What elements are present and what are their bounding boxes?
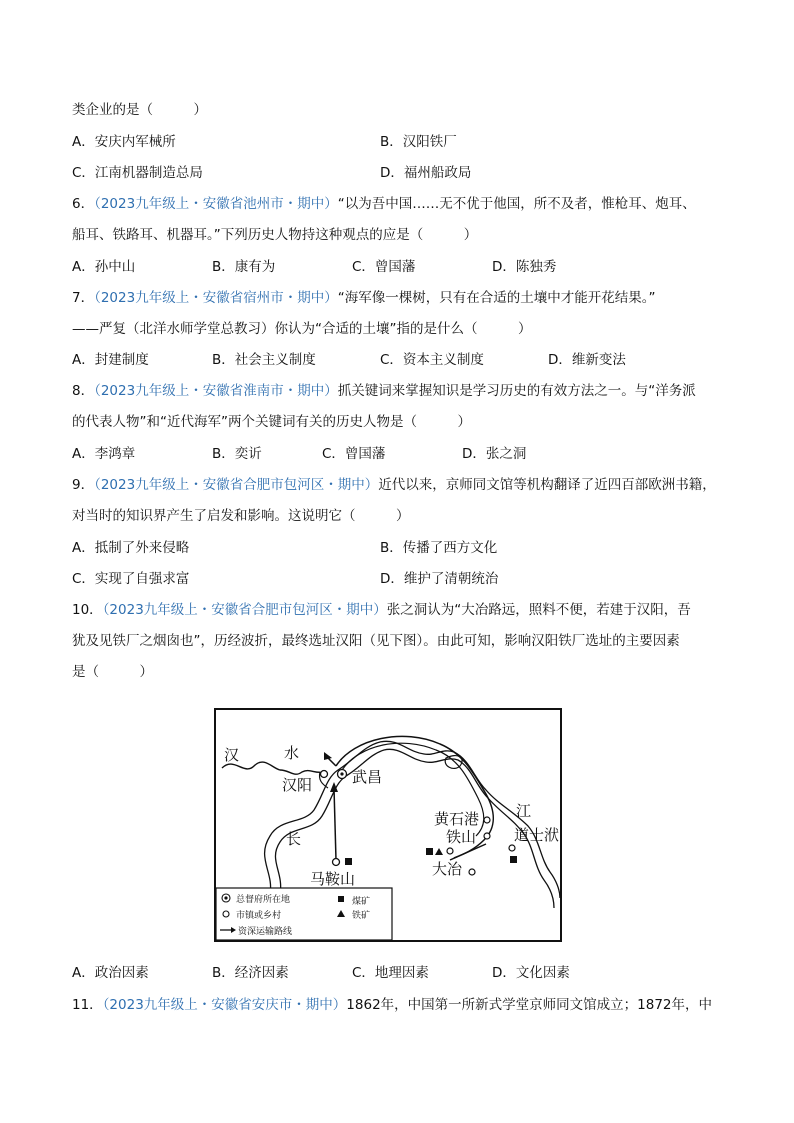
label-chang: 长 xyxy=(286,830,302,848)
q6-source: （2023九年级上・安徽省池州市・期中） xyxy=(94,196,338,212)
q6-option-a[interactable]: A．孙中山 xyxy=(72,259,136,275)
q9-option-a[interactable]: A．抵制了外来侵略 xyxy=(72,540,190,556)
q9-text-1: 近代以来，京师同文馆等机构翻译了近四百部欧洲书籍， xyxy=(378,477,716,493)
q6-option-b[interactable]: B．康有为 xyxy=(212,259,276,275)
daye-coal-mine xyxy=(426,848,433,855)
q10-text-1: 张之洞认为“大冶路远，照料不便，若建于汉阳，吾 xyxy=(386,602,691,618)
q6-stem xyxy=(72,195,696,213)
daoshifu-coal-mine xyxy=(510,856,517,863)
q7-option-c[interactable]: C．资本主义制度 xyxy=(380,352,484,368)
daoshifu-marker xyxy=(509,845,515,851)
label-wuchang: 武昌 xyxy=(352,768,383,786)
maanshan-town-marker xyxy=(333,859,340,866)
daye-town-marker xyxy=(469,869,475,875)
q10-option-a[interactable]: A．政治因素 xyxy=(72,965,149,981)
label-daye: 大冶 xyxy=(432,860,463,878)
label-maanshan: 马鞍山 xyxy=(310,870,356,888)
q9-text-2: 对当时的知识界产生了启发和影响。这说明它（ ） xyxy=(72,508,410,524)
label-tieshan: 铁山 xyxy=(446,828,477,846)
q8-option-d[interactable]: D．张之洞 xyxy=(462,446,527,462)
q6-option-c[interactable]: C．曾国藩 xyxy=(352,259,416,275)
q5-option-b[interactable]: B．汉阳铁厂 xyxy=(380,134,457,150)
q7-source: （2023九年级上・安徽省宿州市・期中） xyxy=(94,290,338,306)
q6-number: 6． xyxy=(72,196,95,212)
q5-option-a[interactable]: A．安庆内军械所 xyxy=(72,134,176,150)
legend-coal-icon xyxy=(338,896,344,902)
q10-text-2: 犹及见铁厂之烟囱也”，历经波折，最终选址汉阳（见下图）。由此可知，影响汉阳铁厂选址的主要因素 xyxy=(72,633,680,649)
q6-text-2: 船耳、铁路耳、机器耳。”下列历史人物持这种观点的应是（ ） xyxy=(72,227,478,243)
q10-text-3: 是（ ） xyxy=(72,664,153,680)
q10-stem xyxy=(72,601,691,619)
q7-text-2: ——严复（北洋水师学堂总教习）你认为“合适的土壤”指的是什么（ ） xyxy=(72,321,532,337)
q11-source: （2023九年级上・安徽省安庆市・期中） xyxy=(102,997,347,1013)
q11-stem xyxy=(72,996,712,1014)
label-daoshifu: 道士洑 xyxy=(514,826,560,844)
q9-source: （2023九年级上・安徽省合肥市包河区・期中） xyxy=(94,477,379,493)
legend-governor-icon-dot xyxy=(224,896,227,899)
hanyang-marker xyxy=(321,771,328,778)
q8-number: 8． xyxy=(72,383,95,399)
q6-option-d[interactable]: D．陈独秀 xyxy=(492,259,557,275)
q7-option-b[interactable]: B．社会主义制度 xyxy=(212,352,316,368)
label-han: 汉 xyxy=(224,746,240,764)
legend-route-label: 资深运输路线 xyxy=(238,927,293,937)
q8-stem xyxy=(72,382,696,400)
q9-option-c[interactable]: C．实现了自强求富 xyxy=(72,571,190,587)
q7-number: 7． xyxy=(72,290,95,306)
q8-source: （2023九年级上・安徽省淮南市・期中） xyxy=(94,383,338,399)
label-huangshigang: 黄石港 xyxy=(434,810,480,828)
tieshan-marker xyxy=(484,833,490,839)
q10-option-c[interactable]: C．地理因素 xyxy=(352,965,429,981)
legend-town-icon xyxy=(223,911,229,917)
huangshigang-marker xyxy=(484,817,490,823)
legend-coal-label: 煤矿 xyxy=(352,897,371,907)
q11-number: 11． xyxy=(72,997,103,1013)
q8-text-2: 的代表人物”和“近代海军”两个关键词有关的历史人物是（ ） xyxy=(72,414,471,430)
label-shui: 水 xyxy=(284,744,300,762)
q7-option-d[interactable]: D．维新变法 xyxy=(548,352,626,368)
q10-number: 10． xyxy=(72,602,103,618)
q5-stem-tail: 类企业的是（ ） xyxy=(72,102,207,118)
q10-source: （2023九年级上・安徽省合肥市包河区・期中） xyxy=(102,602,387,618)
q8-option-c[interactable]: C．曾国藩 xyxy=(322,446,386,462)
q11-text-1: 1862年，中国第一所新式学堂京师同文馆成立；1872年，中 xyxy=(346,997,713,1013)
label-hanyang: 汉阳 xyxy=(282,776,313,794)
q7-stem xyxy=(72,289,655,307)
q10-option-b[interactable]: B．经济因素 xyxy=(212,965,289,981)
q7-text-1: “海军像一棵树，只有在合适的土壤中才能开花结果。” xyxy=(337,290,656,306)
hanyang-ironworks-map xyxy=(214,708,562,942)
q9-option-d[interactable]: D．维护了清朝统治 xyxy=(380,571,499,587)
legend-governor-label: 总督府所在地 xyxy=(236,895,291,905)
q5-option-d[interactable]: D．福州船政局 xyxy=(380,165,472,181)
legend-iron-label: 铁矿 xyxy=(352,911,371,921)
q7-option-a[interactable]: A．封建制度 xyxy=(72,352,149,368)
q8-text-1: 抓关键词来掌握知识是学习历史的有效方法之一。与“洋务派 xyxy=(337,383,696,399)
q8-option-a[interactable]: A．李鸿章 xyxy=(72,446,136,462)
q9-option-b[interactable]: B．传播了西方文化 xyxy=(380,540,498,556)
q8-option-b[interactable]: B．奕䜣 xyxy=(212,446,262,462)
maanshan-coal-mine xyxy=(345,858,352,865)
q10-option-d[interactable]: D．文化因素 xyxy=(492,965,570,981)
wuchang-marker-dot xyxy=(340,772,343,775)
legend-town-label: 市镇或乡村 xyxy=(236,911,282,921)
q6-text-1: “以为吾中国……无不优于他国，所不及者，惟枪耳、炮耳、 xyxy=(337,196,696,212)
q9-stem xyxy=(72,476,716,494)
q9-number: 9． xyxy=(72,477,95,493)
daye-marker xyxy=(447,848,453,854)
q5-option-c[interactable]: C．江南机器制造总局 xyxy=(72,165,203,181)
label-jiang: 江 xyxy=(516,802,532,820)
